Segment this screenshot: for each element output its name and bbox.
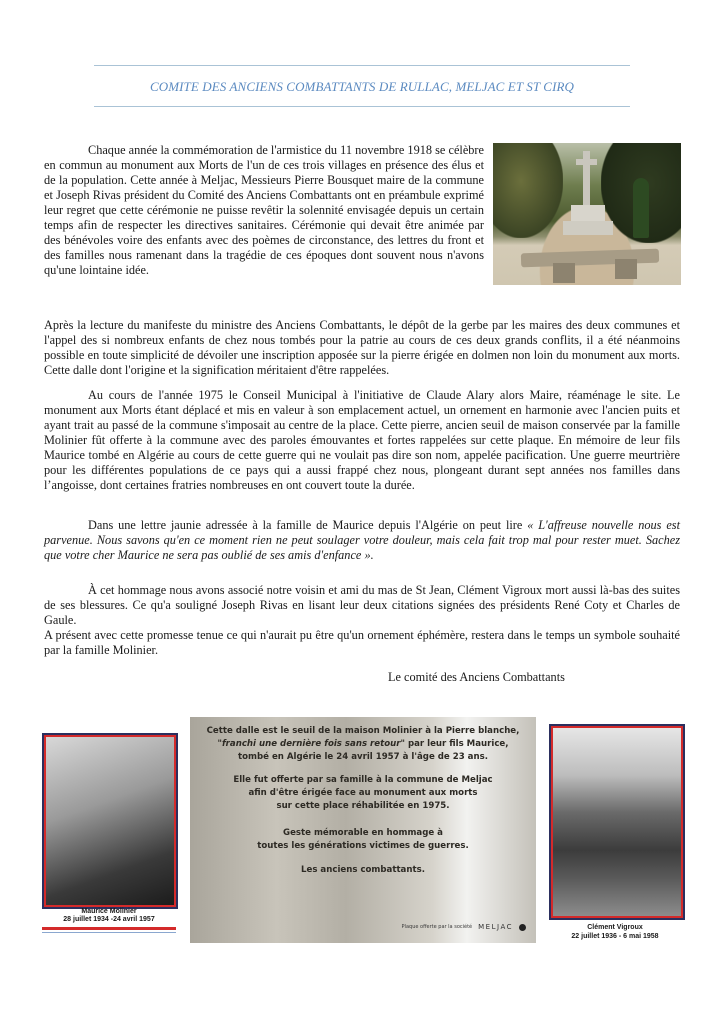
portrait-maurice-molinier — [40, 731, 178, 937]
plaque-line: Cette dalle est le seuil de la maison Molinier à la Pierre blanche, — [206, 726, 520, 736]
plaque-line: toutes les générations victimes de guerres. — [257, 841, 469, 851]
plaque-block-1 — [190, 725, 536, 764]
portrait-photo — [551, 726, 683, 918]
cross-arm — [576, 159, 597, 165]
paragraph-vigroux: À cet hommage nous avons associé notre voisin et ami du mas de St Jean, Clément Vigroux mort aussi là-bas des suites de ses blessures. Ce qu'a souligné Joseph Rivas en lisant leur deux citations signées des présidents René Coty et Charles de Gaule. — [44, 583, 680, 627]
plaque-line: Elle fut offerte par sa famille à la commune de Meljac — [233, 775, 493, 785]
plaque-block-3 — [190, 827, 536, 853]
letter-quote: « L'affreuse nouvelle nous est parvenue. Nous savons qu'en ce moment rien ne peut soulager votre douleur, mais cela fait trop mal pour rester muet. Sachez que votre cher Maurice ne sera pas oublié de ses amis d'enfance ». — [44, 518, 680, 562]
dolmen-slab — [521, 249, 659, 268]
paragraph-ceremony: Après la lecture du manifeste du ministre des Anciens Combattants, le dépôt de la gerbe par les maires des deux communes et l'appel des si nombreux enfants de chez nous tombés pour la patrie au cours de ces deux grands conflits, il a été néanmoins possible en toute simplicité de dévoiler une inscription apposée sur la pierre érigée en dolmen non loin du monument aux morts. Cette dalle dont l'origine et la signification méritaient d'être rappelées. — [44, 318, 680, 377]
brand-logo: MELJAC — [478, 923, 513, 931]
cypress-tree — [633, 178, 649, 238]
brand-dot-icon — [519, 924, 526, 931]
plaque-footer — [402, 923, 526, 931]
paragraph-intro: Chaque année la commémoration de l'armistice du 11 novembre 1918 se célèbre en commun au monument aux Morts de l'un de ces trois villages en présence des élus et de la population. Cette année à Meljac, Messieurs Pierre Bousquet maire de la commune et Joseph Rivas président du Comité des Anciens Combattants ont en préambule exprimé leur regret que cette cérémonie ne puisse revêtir la solennité envisagée depuis un certain temps afin de respecter les directives sanitaires. Cérémonie qui devait être animée par des bénévoles voire des enfants avec des poèmes de circonstance, des lettres du front et des familles nous ramenant dans la tragédie de ces époques dont souvent nous n'avons qu'une lointaine idée. — [44, 143, 484, 277]
plaque-line: Les anciens combattants. — [301, 865, 425, 875]
monument-photo — [493, 143, 681, 285]
dolmen-leg — [553, 263, 575, 283]
paragraph-letter — [44, 518, 680, 563]
plaque-line: afin d'être érigée face au monument aux morts — [248, 788, 478, 798]
dolmen-leg — [615, 259, 637, 279]
plaque-quote: "franchi une dernière fois sans retour" — [217, 739, 405, 749]
plaque-line — [190, 738, 536, 751]
monument-base — [563, 221, 613, 235]
plaque-line: Geste mémorable en hommage à — [283, 828, 443, 838]
portrait-photo — [44, 735, 176, 907]
portrait-dates: 28 juillet 1934 -24 avril 1957 — [63, 916, 155, 923]
plaque-line: sur cette place réhabilitée en 1975. — [276, 801, 450, 811]
portrait-name: Clément Vigroux — [587, 924, 643, 931]
memorial-plaque — [190, 717, 536, 943]
portrait-name: Maurice Molinier — [81, 908, 137, 915]
letter-intro: Dans une lettre jaunie adressée à la famille de Maurice depuis l'Algérie on peut lire — [88, 518, 528, 532]
plaque-block-4 — [190, 864, 536, 877]
plaque-line: tombé en Algérie le 24 avril 1957 à l'âge de 23 ans. — [238, 752, 488, 762]
portrait-clement-vigroux — [545, 720, 685, 948]
flag-bar-blue — [42, 932, 176, 933]
signature: Le comité des Anciens Combattants — [388, 670, 565, 684]
portrait-dates: 22 juillet 1936 - 6 mai 1958 — [571, 933, 659, 940]
paragraph-history: Au cours de l'année 1975 le Conseil Municipal à l'initiative de Claude Alary alors Maire, réaménage le site. Le monument aux Morts étant déplacé et mis en valeur à son emplacement actuel, un ornement en harmonie avec l'ancien puits et ayant trait au passé de la commune s'imposait au centre de la place. Cette pierre, ancien seuil de maison conservée par la famille Molinier fût offerte à la commune avec des paroles émouvantes et fortes rappelées sur cette plaque. En mémoire de leur fils Maurice tombé en Algérie au cours de cette guerre qui ne voulait pas dire son nom, appelée pacification. Une guerre meurtrière pour les différentes populations de ce pays qui a aussi frappé chez nous, plongeant durant sept années nos familles dans l’angoisse, dont certaines fratries nombreuses en ont couvert toute la durée. — [44, 388, 680, 492]
plaque-footer-text: Plaque offerte par la société — [401, 924, 473, 930]
plaque-line-rest: par leur fils Maurice, — [404, 739, 509, 749]
plaque-block-2 — [190, 774, 536, 813]
page-title: COMITE DES ANCIENS COMBATTANTS DE RULLAC, MELJAC ET ST CIRQ — [149, 79, 575, 94]
header-rule-bottom — [94, 106, 630, 107]
tree-left — [493, 143, 563, 238]
paragraph-conclusion: A présent avec cette promesse tenue ce qui n'aurait pu être qu'un ornement éphémère, restera dans le temps un symbole souhaité par la famille Molinier. — [44, 628, 680, 657]
flag-bar-red — [42, 927, 176, 930]
header-rule-top — [94, 65, 630, 66]
